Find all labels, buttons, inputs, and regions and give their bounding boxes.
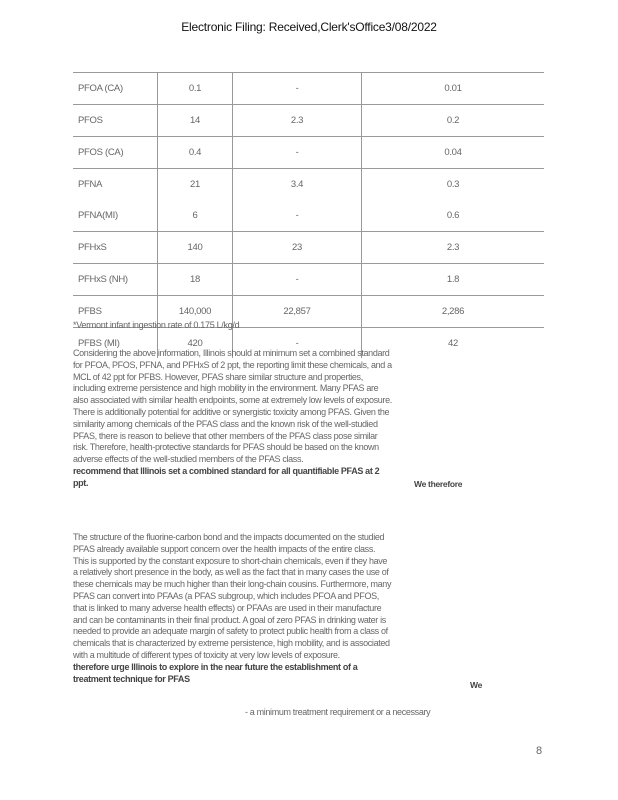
para-line: MCL of 42 ppt for PFBS. However, PFAS share similar structure and properties, — [73, 371, 363, 382]
para-line: a relatively short presence in the body, as well as the fact that in many cases the use of — [73, 567, 389, 578]
value-cell: 21 — [158, 169, 233, 201]
urge-line: treatment technique for PFAS — [73, 673, 190, 684]
recommendation-line: recommend that Illinois set a combined standard for all quantifiable PFAS at 2 — [73, 465, 380, 476]
value-cell: 0.6 — [362, 200, 545, 232]
recommendation-line: ppt. — [73, 477, 89, 488]
para-line: also associated with similar health endpoints, some at extremely low levels of exposure. — [73, 395, 392, 406]
value-cell: - — [233, 137, 362, 169]
table-row — [73, 137, 544, 169]
chemical-cell: PFNA(MI) — [73, 200, 158, 232]
para-line: PFAS already available support concern over the health impacts of the entire class. — [73, 543, 376, 554]
value-cell: - — [233, 73, 362, 105]
table-row — [73, 169, 544, 201]
para-line: these chemicals may be much higher than their long-chain cousins. Furthermore, many — [73, 579, 392, 590]
value-cell: 6 — [158, 200, 233, 232]
value-cell: 0.01 — [362, 73, 545, 105]
value-cell: 42 — [448, 337, 458, 349]
value-cell: 22,857 — [233, 296, 362, 328]
value-cell: 140,000 — [158, 296, 233, 328]
value-cell: 0.2 — [362, 105, 545, 137]
urge-lead: We — [470, 680, 482, 690]
table-footnote: *Vermont infant ingestion rate of 0.175 L/kg/d — [73, 320, 240, 330]
chemical-cell: PFOS (CA) — [73, 137, 158, 169]
value-cell: 0.1 — [158, 73, 233, 105]
chemical-cell: PFBS (MI) — [73, 328, 158, 359]
page-number: 8 — [536, 745, 543, 757]
value-cell: 0.04 — [362, 137, 545, 169]
value-cell: 2,286 — [362, 296, 545, 328]
value-cell: 3.4 — [233, 169, 362, 201]
value-cell: - — [233, 200, 362, 232]
value-cell: 0.3 — [446, 179, 460, 190]
para-line: risk. Therefore, health-protective standards for PFAS should be based on the known — [73, 442, 379, 453]
table-row — [73, 200, 544, 232]
value-cell: 18 — [158, 264, 233, 296]
para-line: similarity among chemicals of the PFAS class and the known risk of the well-studied — [73, 418, 378, 429]
para-line: with a multitude of different types of toxicity at very low levels of exposure. — [73, 649, 340, 660]
para-line: and can be contaminants in their final product. A goal of zero PFAS in drinking water is — [73, 614, 386, 625]
para-line: chemicals that is characterized by extreme persistence, high mobility, and is associated — [73, 638, 390, 649]
table-row — [73, 73, 544, 105]
para-line: that is linked to many adverse health effects) or PFAAs are used in their manufacture — [73, 602, 382, 613]
value-cell: 14 — [158, 105, 233, 137]
para-line: needed to provide an adequate margin of safety to protect public health from a class of — [73, 626, 388, 637]
para-line: This is supported by the constant exposure to short-chain chemicals, even if they have — [73, 555, 388, 566]
paragraph-fluorine-carbon — [73, 532, 413, 685]
table-row — [73, 264, 544, 296]
para-line: There is additionally potential for additive or synergistic toxicity among PFAS. Given the — [73, 406, 390, 417]
para-line: Considering the above information, Illinois should at minimum set a combined standard — [73, 348, 390, 358]
chemical-cell: PFHxS (NH) — [73, 264, 158, 296]
value-cell: - — [233, 328, 362, 359]
value-cell: 23 — [233, 232, 362, 264]
para-line: including extreme persistence and high mobility in the environment. Many PFAS are — [73, 383, 379, 394]
value-cell: - — [233, 264, 362, 296]
chemical-cell: PFBS — [73, 296, 158, 328]
table-row — [73, 232, 544, 264]
para-line: adverse effects of the well-studied members of the PFAS class. — [73, 454, 304, 465]
paragraph-tail: - a minimum treatment requirement or a necessary — [245, 707, 431, 717]
recommendation-lead: We therefore — [414, 479, 463, 489]
para-line: PFAS, there is reason to believe that other members of the PFAS class pose similar — [73, 430, 378, 441]
para-line: for PFOA, PFOS, PFNA, and PFHxS of 2 ppt, the reporting limit these chemicals, and a — [73, 359, 392, 370]
value-cell: 2.3 — [362, 232, 545, 264]
value-cell: 0.4 — [158, 137, 233, 169]
pfas-standards-table — [73, 72, 544, 358]
chemical-cell: PFHxS — [73, 232, 158, 264]
urge-line: therefore urge Illinois to explore in the near future the establishment of a — [73, 661, 358, 672]
chemical-cell: PFNA — [73, 169, 158, 201]
table-row — [73, 105, 544, 137]
para-line: PFAS can convert into PFAAs (a PFAS subgroup, which includes PFOA and PFOS, — [73, 590, 379, 601]
para-line: The structure of the fluorine-carbon bond and the impacts documented on the studied — [73, 532, 385, 542]
value-cell: 140 — [158, 232, 233, 264]
value-cell: 2.3 — [233, 105, 362, 137]
value-cell: 420 — [158, 328, 233, 359]
paragraph-combined-standard — [73, 348, 413, 490]
filing-header: Electronic Filing: Received,Clerk'sOffice3/08/2022 — [181, 20, 437, 34]
value-cell: 1.8 — [362, 264, 545, 296]
chemical-cell: PFOS — [73, 105, 158, 137]
chemical-cell: PFOA (CA) — [73, 73, 158, 105]
